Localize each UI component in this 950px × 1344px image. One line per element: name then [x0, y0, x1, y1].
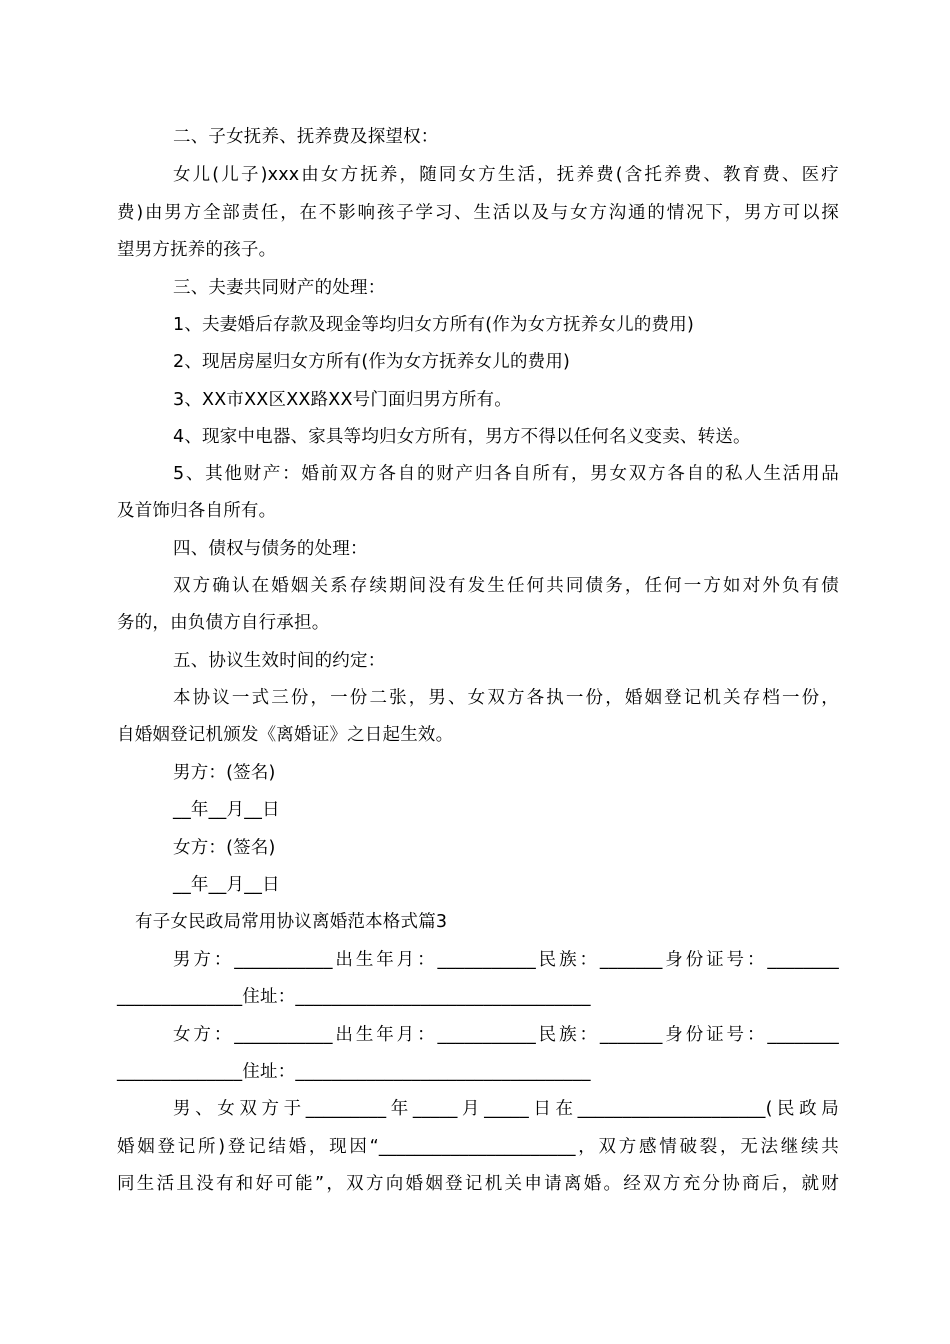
female-info-line-1: 女方：___________出生年月：___________民族：_______身份证号：________	[173, 1025, 839, 1045]
section-2-paragraph-line-2: 费)由男方全部责任，在不影响孩子学习、生活以及与女方沟通的情况下，男方可以探	[117, 203, 839, 223]
article-title: 有子女民政局常用协议离婚范本格式篇3	[135, 912, 448, 932]
section-4-heading: 四、债权与债务的处理：	[173, 539, 368, 559]
section-3-item-4: 4、现家中电器、家具等均归女方所有，男方不得以任何名义变卖、转送。	[173, 427, 751, 447]
section-5-paragraph-line-2: 自婚姻登记机颁发《离婚证》之日起生效。	[117, 725, 454, 745]
female-info-line-2: ______________住址：_________________________________	[117, 1062, 591, 1082]
section-5-heading: 五、协议生效时间的约定：	[173, 651, 386, 671]
section-4-paragraph-line-1: 双方确认在婚姻关系存续期间没有发生任何共同债务，任何一方如对外负有债	[173, 576, 839, 596]
male-info-line-2: ______________住址：_________________________________	[117, 987, 591, 1007]
section-2-paragraph-line-1: 女儿(儿子)xxx由女方抚养，随同女方生活，抚养费(含托养费、教育费、医疗	[173, 165, 839, 185]
intro-line-1: 男、女双方于_________年_____月_____日在_____________________(民政局	[173, 1099, 839, 1119]
section-3-item-2: 2、现居房屋归女方所有(作为女方抚养女儿的费用)	[173, 352, 571, 372]
intro-line-2: 婚姻登记所)登记结婚，现因“______________________，双方感情破裂，无法继续共	[117, 1137, 839, 1157]
section-3-heading: 三、夫妻共同财产的处理：	[173, 278, 386, 298]
female-signature: 女方：(签名)	[173, 838, 276, 858]
section-3-item-5-line-2: 及首饰归各自所有。	[117, 501, 277, 521]
section-4-paragraph-line-2: 务的，由负债方自行承担。	[117, 613, 330, 633]
section-3-item-5-line-1: 5、其他财产：婚前双方各自的财产归各自所有，男女双方各自的私人生活用品	[173, 464, 839, 484]
section-3-item-3: 3、XX市XX区XX路XX号门面归男方所有。	[173, 390, 512, 410]
section-3-item-1: 1、夫妻婚后存款及现金等均归女方所有(作为女方抚养女儿的费用)	[173, 315, 694, 335]
section-5-paragraph-line-1: 本协议一式三份，一份二张，男、女双方各执一份，婚姻登记机关存档一份，	[173, 688, 839, 708]
intro-line-3: 同生活且没有和好可能”，双方向婚姻登记机关申请离婚。经双方充分协商后，就财	[117, 1174, 839, 1194]
section-2-heading: 二、子女抚养、抚养费及探望权：	[173, 127, 439, 147]
male-info-line-1: 男方：___________出生年月：___________民族：_______身份证号：________	[173, 950, 839, 970]
section-2-paragraph-line-3: 望男方抚养的孩子。	[117, 240, 277, 260]
male-signature-date: __年__月__日	[173, 800, 280, 820]
male-signature: 男方：(签名)	[173, 763, 276, 783]
female-signature-date: __年__月__日	[173, 875, 280, 895]
